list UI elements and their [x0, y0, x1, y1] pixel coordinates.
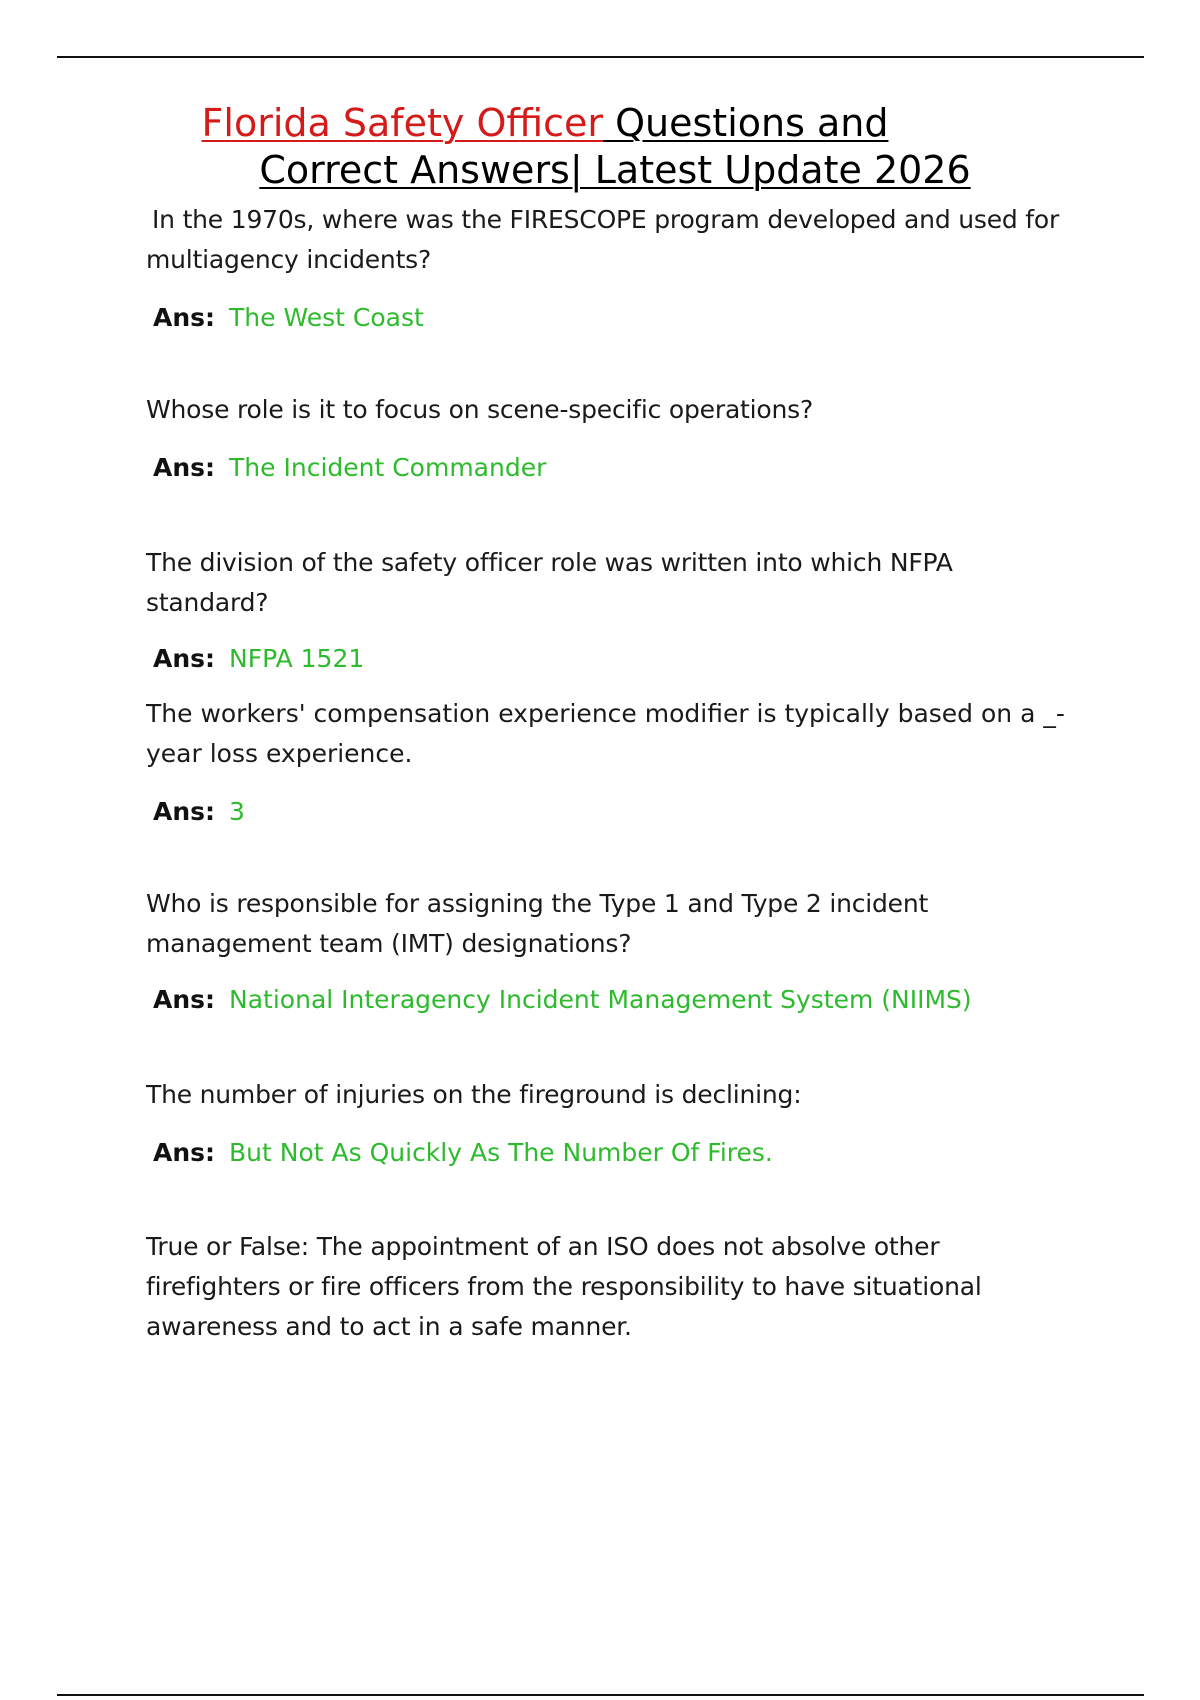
answer-row	[146, 450, 1066, 486]
question-text: The number of injuries on the fireground is declining:	[146, 1080, 802, 1109]
title-line-1	[0, 100, 1200, 147]
qa-item-1	[146, 200, 1066, 336]
answer-label: Ans:	[153, 303, 216, 332]
title-line-2	[0, 147, 1200, 194]
answer-value: The West Coast	[229, 303, 424, 332]
question-text: The workers' compensation experience modifier is typically based on a _-year loss experience.	[146, 699, 1065, 768]
answer-label: Ans:	[153, 985, 216, 1014]
question-text: Who is responsible for assigning the Type 1 and Type 2 incident management team (IMT) designations?	[146, 889, 929, 958]
qa-item-7	[146, 1227, 1066, 1347]
qa-item-2	[146, 390, 1066, 486]
qa-item-3	[146, 543, 1066, 677]
answer-row	[146, 1135, 1066, 1171]
answer-value: But Not As Quickly As The Number Of Fires.	[229, 1138, 773, 1167]
answer-value: The Incident Commander	[229, 453, 547, 482]
question-text: The division of the safety officer role was written into which NFPA standard?	[146, 548, 953, 617]
title-red-part: Florida Safety Officer	[201, 101, 604, 145]
answer-label: Ans:	[153, 797, 216, 826]
document-title	[0, 100, 1200, 194]
top-rule	[57, 56, 1144, 58]
answer-label: Ans:	[153, 1138, 216, 1167]
answer-label: Ans:	[153, 453, 216, 482]
bottom-rule	[57, 1694, 1144, 1696]
answer-row	[146, 641, 1066, 677]
title-line-1-rest: Questions and	[603, 101, 889, 145]
question-text: Whose role is it to focus on scene-specific operations?	[146, 395, 814, 424]
answer-value: 3	[229, 797, 245, 826]
answer-row	[146, 794, 1066, 830]
title-line-2-text: Correct Answers| Latest Update 2026	[259, 148, 971, 192]
qa-item-4	[146, 694, 1066, 830]
question-text: True or False: The appointment of an ISO does not absolve other firefighters or fire officers from the responsibility to have situational awareness and to act in a safe manner.	[146, 1232, 982, 1341]
answer-row	[146, 300, 1066, 336]
question-text: In the 1970s, where was the FIRESCOPE program developed and used for multiagency incidents?	[146, 205, 1060, 274]
answer-label: Ans:	[153, 644, 216, 673]
qa-item-5	[146, 884, 1066, 1018]
answer-row	[146, 982, 1066, 1018]
answer-value: NFPA 1521	[229, 644, 365, 673]
answer-value: National Interagency Incident Management System (NIIMS)	[229, 985, 972, 1014]
qa-item-6	[146, 1075, 1066, 1171]
